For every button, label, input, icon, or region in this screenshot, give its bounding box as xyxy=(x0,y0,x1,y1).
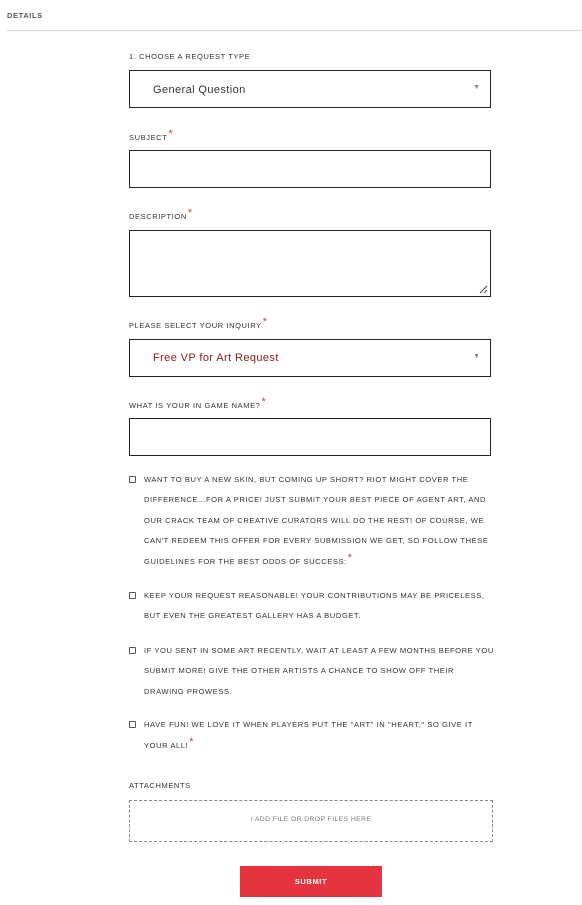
guideline-checkbox-4[interactable] xyxy=(129,721,136,728)
ign-label-text: WHAT IS YOUR IN GAME NAME? xyxy=(129,401,261,410)
guideline-text-1 xyxy=(144,470,494,572)
required-mark: * xyxy=(261,396,267,408)
ign-label xyxy=(129,396,267,411)
required-mark: * xyxy=(189,736,195,749)
guideline-checkbox-3[interactable] xyxy=(129,647,136,654)
required-mark: * xyxy=(262,316,268,328)
attachments-label xyxy=(129,781,191,790)
required-mark: * xyxy=(347,552,353,565)
guideline-text-2 xyxy=(144,586,494,627)
description-label xyxy=(129,207,193,222)
request-type-label-text: 1. CHOOSE A REQUEST TYPE xyxy=(129,52,251,61)
chevron-down-icon: ▼ xyxy=(473,84,480,91)
attachment-dropzone[interactable] xyxy=(129,800,493,842)
guideline-text-1-body: WANT TO BUY A NEW SKIN, BUT COMING UP SHORT? RIOT MIGHT COVER THE DIFFERENCE...FOR A PRICE! JUST SUBMIT YOUR BEST PIECE OF AGENT ART, AND OUR CRACK TEAM OF CREATIVE CURATORS WILL DO THE REST! OF COURSE, WE CAN'T REDEEM THIS OFFER FOR EVERY SUBMISSION WE GET, SO FOLLOW THESE GUIDELINES FOR THE BEST ODDS OF SUCCESS: xyxy=(144,475,489,567)
attachment-dropzone-text[interactable]: / ADD FILE OR DROP FILES HERE xyxy=(250,816,372,823)
required-mark: * xyxy=(168,128,174,140)
section-divider xyxy=(7,30,582,31)
ign-input[interactable] xyxy=(129,418,491,456)
inquiry-label xyxy=(129,316,268,331)
inquiry-value: Free VP for Art Request xyxy=(153,352,279,364)
inquiry-label-text: PLEASE SELECT YOUR INQUIRY xyxy=(129,321,262,330)
guideline-text-4-body: HAVE FUN! WE LOVE IT WHEN PLAYERS PUT THE "ART" IN "HEART," SO GIVE IT YOUR ALL! xyxy=(144,720,473,751)
subject-input[interactable] xyxy=(129,150,491,188)
chevron-down-icon: ▼ xyxy=(473,353,480,360)
description-label-text: DESCRIPTION xyxy=(129,212,187,221)
request-type-value: General Question xyxy=(153,84,246,96)
guideline-text-3 xyxy=(144,641,494,702)
subject-label xyxy=(129,128,174,143)
required-mark: * xyxy=(187,207,193,219)
subject-label-text: SUBJECT xyxy=(129,133,168,142)
inquiry-select[interactable] xyxy=(129,339,491,377)
guideline-text-2-body: KEEP YOUR REQUEST REASONABLE! YOUR CONTRIBUTIONS MAY BE PRICELESS, BUT EVEN THE GREATEST GALLERY HAS A BUDGET. xyxy=(144,591,485,621)
description-textarea[interactable] xyxy=(129,230,491,297)
guideline-text-4 xyxy=(144,715,494,757)
section-title: DETAILS xyxy=(7,11,43,20)
guideline-text-3-body: IF YOU SENT IN SOME ART RECENTLY, WAIT AT LEAST A FEW MONTHS BEFORE YOU SUBMIT MORE! GIVE THE OTHER ARTISTS A CHANCE TO SHOW OFF THEIR DRAWING PROWESS. xyxy=(144,646,494,696)
attachments-label-text: ATTACHMENTS xyxy=(129,781,191,790)
submit-button[interactable]: SUBMIT xyxy=(240,866,382,897)
guideline-checkbox-1[interactable] xyxy=(129,476,136,483)
guideline-checkbox-2[interactable] xyxy=(129,592,136,599)
resize-handle-icon[interactable] xyxy=(479,285,488,294)
request-type-label xyxy=(129,52,250,61)
request-type-select[interactable] xyxy=(129,70,491,108)
